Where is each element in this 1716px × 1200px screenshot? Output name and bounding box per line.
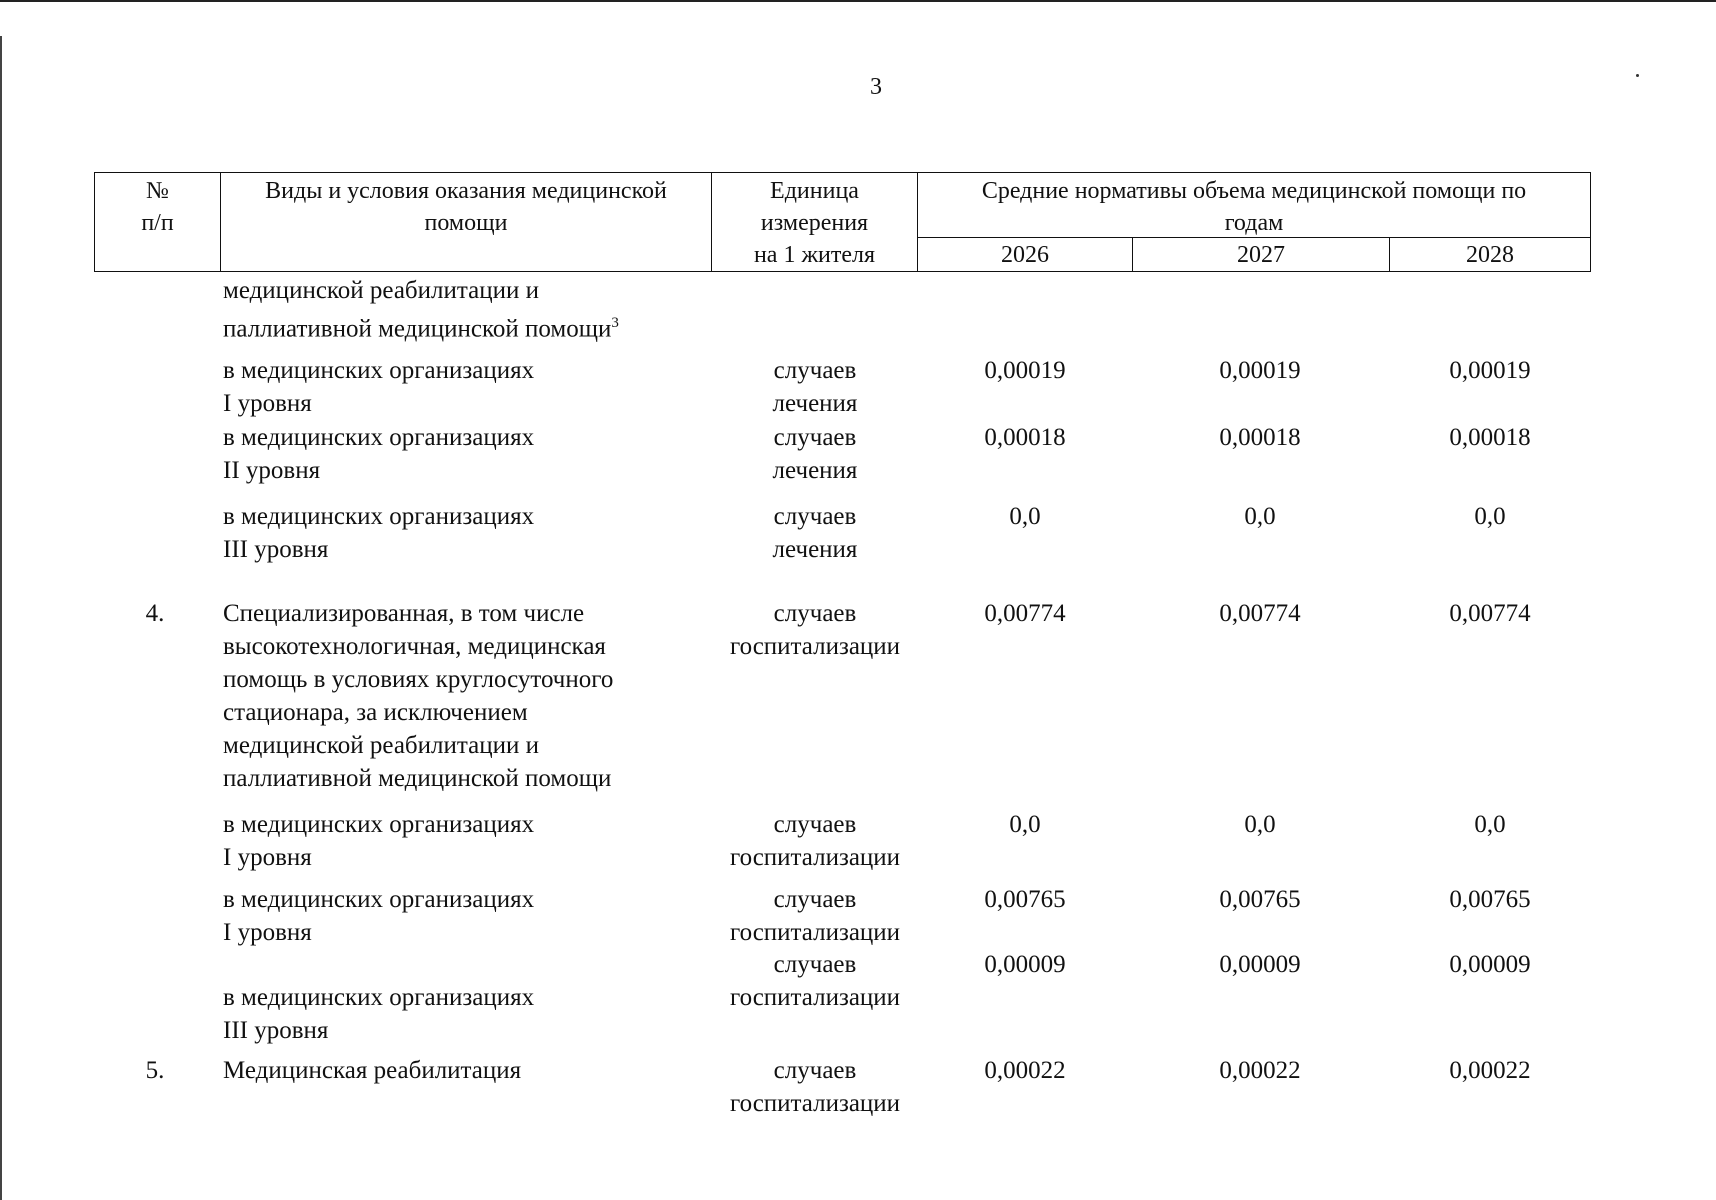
- value-2027: 0,0: [1244, 811, 1276, 838]
- row-name: в медицинских организациях I уровня: [223, 811, 535, 871]
- row-name: в медицинских организациях II уровня: [223, 424, 535, 484]
- row-unit: случаев госпитализации: [729, 811, 901, 871]
- row-name: в медицинских организациях III уровня: [223, 503, 535, 563]
- row-unit: случаев госпитализации: [729, 600, 901, 660]
- row-name: в медицинских организациях III уровня: [223, 984, 535, 1044]
- value-2027: 0,0: [1244, 503, 1276, 530]
- row-unit: случаев госпитализации: [729, 886, 901, 946]
- value-2028: 0,00765: [1449, 886, 1531, 913]
- row-unit: случаев лечения: [772, 424, 858, 484]
- scan-border-left: [0, 36, 2, 1200]
- row-name: в медицинских организациях I уровня: [223, 886, 535, 946]
- value-2027: 0,00774: [1219, 600, 1301, 627]
- row-name: медицинской реабилитации и паллиативной медицинской помощи$^3$: [223, 277, 619, 343]
- header-col-norms: Средние нормативы объема медицинской помощи по годам: [981, 178, 1527, 236]
- value-2028: 0,00018: [1449, 424, 1531, 451]
- row-unit: случаев госпитализации: [729, 951, 901, 1011]
- value-2028: 0,00022: [1449, 1057, 1531, 1084]
- row-name: в медицинских организациях I уровня: [223, 357, 535, 417]
- value-2026: 0,00774: [984, 600, 1066, 627]
- value-2027: 0,00765: [1219, 886, 1301, 913]
- value-2027: 0,00009: [1219, 951, 1301, 978]
- value-2028: 0,00019: [1449, 357, 1531, 384]
- value-2026: 0,00022: [984, 1057, 1066, 1084]
- value-2027: 0,00019: [1219, 357, 1301, 384]
- scan-border-top: [0, 0, 1716, 2]
- value-2028: 0,00009: [1449, 951, 1531, 978]
- value-2026: 0,00009: [984, 951, 1066, 978]
- header-year-2026: 2026: [1001, 242, 1049, 268]
- value-2026: 0,00019: [984, 357, 1066, 384]
- header-year-2028: 2028: [1466, 242, 1514, 268]
- value-2027: 0,00018: [1219, 424, 1301, 451]
- header-col-name: Виды и условия оказания медицинской помощи: [265, 178, 667, 236]
- row-name: Специализированная, в том числе высокотехнологичная, медицинская помощь в условиях круглосуточного стационара, за исключением медицинской реабилитации и паллиативной медицинской помощи: [223, 600, 614, 792]
- page-number: 3: [870, 74, 882, 100]
- row-number: 4.: [145, 600, 165, 627]
- value-2026: 0,00765: [984, 886, 1066, 913]
- value-2026: 0,0: [1009, 811, 1041, 838]
- row-unit: случаев госпитализации: [729, 1057, 901, 1117]
- header-col-num: № п/п: [141, 178, 174, 236]
- header-col-unit: Единица измерения на 1 жителя: [753, 178, 876, 268]
- table-header: [94, 172, 1591, 272]
- value-2028: 0,0: [1474, 503, 1506, 530]
- value-2028: 0,00774: [1449, 600, 1531, 627]
- row-number: 5.: [145, 1057, 165, 1084]
- value-2026: 0,00018: [984, 424, 1066, 451]
- row-unit: случаев лечения: [772, 503, 858, 563]
- value-2026: 0,0: [1009, 503, 1041, 530]
- row-unit: случаев лечения: [772, 357, 858, 417]
- row-name: Медицинская реабилитация: [223, 1057, 522, 1084]
- header-year-2027: 2027: [1237, 242, 1285, 268]
- value-2027: 0,00022: [1219, 1057, 1301, 1084]
- value-2028: 0,0: [1474, 811, 1506, 838]
